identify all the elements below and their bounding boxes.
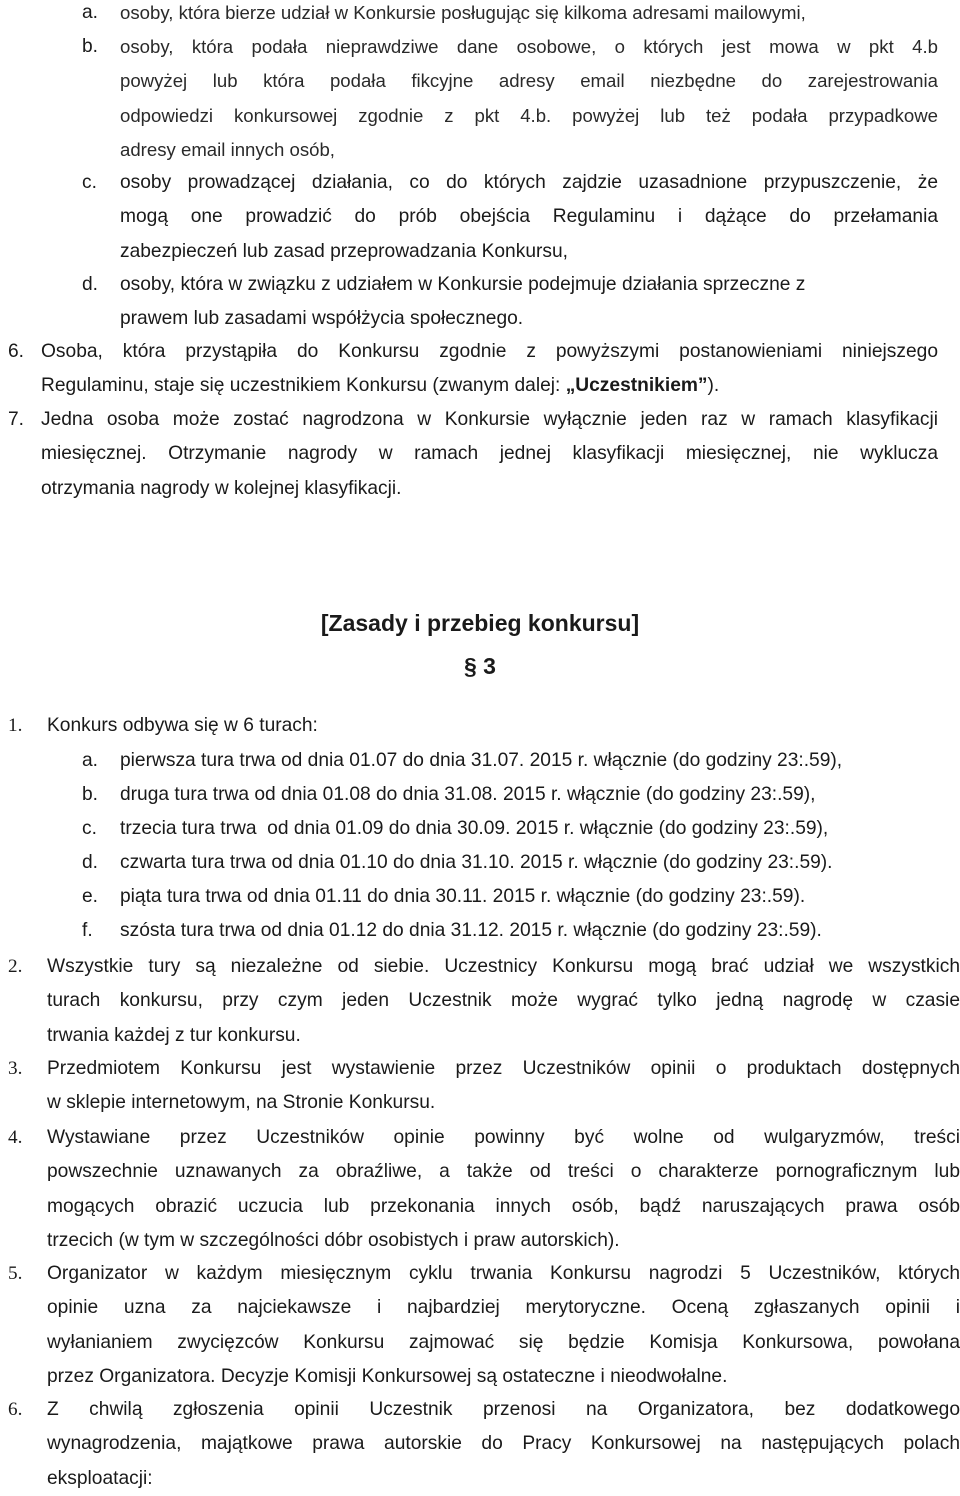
main-label: 3. (8, 1058, 23, 1079)
list-text: osoby prowadzącej działania, co do których zajdzie uzasadnione przypuszczenie, że mogą one prowadzić do prób obejścia Regulaminu i dążące do przełamania zabezpieczeń lub zasad przeprowadzania Konkursu, (120, 172, 938, 262)
list-text: osoby, która podała nieprawdziwe dane osobowe, o których jest mowa w pkt 4.b powyżej lub która podała fikcyjne adresy email niezbędne do zarejestrowania odpowiedzi konkursowej zgodnie z pkt 4.b. powyżej lub też podała przypadkowe adresy email innych osób, (120, 36, 938, 161)
list-text: osoby, która bierze udział w Konkursie posługując się kilkoma adresami mailowymi, (120, 2, 806, 23)
paragraph-number: § 3 (464, 653, 496, 679)
main-text: Konkurs odbywa się w 6 turach: (47, 715, 318, 736)
main-label: 6. (8, 1399, 23, 1420)
document-page: a. osoby, która bierze udział w Konkursie posługując się kilkoma adresami mailowymi, b. osoby, która podała nieprawdziwe dane osobowe, o których jest mowa w pkt 4.b powyżej lub która podała fikcyjne adresy email niezbędne do zarejestrowania odpowiedzi konkursowej zgodnie z pkt 4.b. powyżej lub też podała przypadkowe adresy email innych osób, c. osoby prowadzącej działania, co do których zajdzie uzasadnione przypuszczenie, że mogą one prowadzić do prób obejścia Regulaminu i dążące do przełamania zabezpieczeń lub zasad przeprowadzania Konkursu, d. osoby, która w związku z udziałem w Konkursie podejmuje działania sprzeczne z prawem lub zasadami współżycia społecznego. 6. Osoba, która przystąpiła do Konkursu zgodnie z powyższymi postanowieniami niniejszego Regulaminu, staje się uczestnikiem Konkursu (zwanym dalej: „Uczestnikiem”). 7. Jedna osoba może zostać nagrodzona w Konkursie wyłącznie jeden raz w ramach klasyfikacji miesięcznej. Otrzymanie nagrody w ramach jednej klasyfikacji miesięcznej, nie wyklucza otrzymania nagrody w kolejnej klasyfikacji. [Zasady i przebieg konkursu] § 3 1. Konkurs odbywa się w 6 turach: a. pierwsza tura trwa od dnia 01.07 do dnia 31.07. 2015 r. włącznie (do godziny 23:.59), b. druga tura trwa od dnia 01.08 do dnia 31.08. 2015 r. włącznie (do godziny 23:.59), c. trzecia tura trwa od dnia 01.09 do dnia 30.09. 2015 r. włącznie (do godziny 23:.59), d. czwarta tura trwa od dnia 01.10 do dnia 31.10. 2015 r. włącznie (do godziny 23:.59). e. piąta tura trwa od dnia 01.11 do dnia 30.11. 2015 r. włącznie (do godziny 23:.59). f. szósta tura trwa od dnia 01.12 do dnia 31.12. 2015 r. włącznie (do godziny 23:.59). 2. Wszystkie tury są niezależne od siebie. Uczestnicy Konkursu mogą brać udział we wszystkich turach konkursu, przy czym jeden Uczestnik może wygrać tylko jedną nagrodę w czasie trwania każdej z tur konkursu. 3. Przedmiotem Konkursu jest wystawienie przez Uczestników opinii o produktach dostępnych w sklepie internetowym, na Stronie Konkursu. 4. Wystawiane przez Uczestników opinie powinny być wolne od wulgaryzmów, treści powszechnie uznawanych za obraźliwe, a także od treści o charakterze pornograficznym lub mogących obrazić uczucia lub przekonania innych osób, bądź naruszających prawa osób trzecich (w tym w szczególności dóbr osobistych i praw autorskich). 5. Organizator w każdym miesięcznym cyklu trwania Konkursu nagrodzi 5 Uczestników, których opinie uzna za najciekawsze i najbardziej merytoryczne. Oceną zgłaszanych opinii i wyłanianiem zwycięzców Konkursu zajmować się będzie Komisja Konkursowa, powołana przez Organizatora. Decyzje Komisji Konkursowej są ostateczne i nieodwołalne. 6. Z chwilą zgłoszenia opinii Uczestnik przenosi na Organizatora, bez dodatkowego wynagrodzenia, majątkowe prawa autorskie do Pracy Konkursowej na następujących polach eksploatacji: (0, 0, 960, 1493)
main-text: Przedmiotem Konkursu jest wystawienie przez Uczestników opinii o produktach dostępnych w sklepie internetowym, na Stronie Konkursu. (47, 1058, 960, 1114)
main-label: 5. (8, 1263, 23, 1284)
list-label: d. (82, 274, 99, 295)
point-6-line-2: Regulaminu, staje się uczestnikiem Konkursu (zwanym dalej: „Uczestnikiem”). (41, 375, 720, 397)
main-text: Z chwilą zgłoszenia opinii Uczestnik przenosi na Organizatora, bez dodatkowego wynagrodzenia, majątkowe prawa autorskie do Pracy Konkursowej na następujących polach eksploatacji: (47, 1399, 960, 1489)
main-text: Wystawiane przez Uczestników opinie powinny być wolne od wulgaryzmów, treści powszechnie uznawanych za obraźliwe, a także od treści o charakterze pornograficznym lub mogących obrazić uczucia lub przekonania innych osób, bądź naruszających prawa osób trzecich (w tym w szczególności dóbr osobistych i praw autorskich). (47, 1127, 960, 1252)
section-title: [Zasady i przebieg konkursu] (320, 610, 640, 636)
point-text: Jedna osoba może zostać nagrodzona w Konkursie wyłącznie jeden raz w ramach klasyfikacji miesięcznej. Otrzymanie nagrody w ramach jednej klasyfikacji miesięcznej, nie wyklucza otrzymania nagrody w kolejnej klasyfikacji. (41, 409, 938, 499)
list-label: a. (82, 2, 99, 23)
list-label: c. (82, 172, 97, 193)
list-label: b. (82, 36, 99, 57)
point-label: 6. (8, 341, 25, 362)
point-label: 7. (8, 409, 25, 430)
main-label: 4. (8, 1127, 23, 1148)
main-text: Organizator w każdym miesięcznym cyklu trwania Konkursu nagrodzi 5 Uczestników, których opinie uzna za najciekawsze i najbardziej merytoryczne. Oceną zgłaszanych opinii i wyłanianiem zwycięzców Konkursu zajmować się będzie Komisja Konkursowa, powołana przez Organizatora. Decyzje Komisji Konkursowej są ostateczne i nieodwołalne. (47, 1263, 960, 1388)
main-label: 2. (8, 956, 23, 977)
defined-term: „Uczestnikiem” (565, 375, 708, 397)
list-text: osoby, która w związku z udziałem w Konkursie podejmuje działania sprzeczne z prawem lub zasadami współżycia społecznego. (120, 274, 806, 330)
main-label: 1. (8, 715, 23, 736)
main-text: Wszystkie tury są niezależne od siebie. Uczestnicy Konkursu mogą brać udział we wszystkich turach konkursu, przy czym jeden Uczestnik może wygrać tylko jedną nagrodę w czasie trwania każdej z tur konkursu. (47, 956, 960, 1046)
point-text: Osoba, która przystąpiła do Konkursu zgodnie z powyższymi postanowieniami niniejszego Regulaminu, staje się uczestnikiem Konkursu (zwanym dalej: „Uczestnikiem”). (41, 335, 938, 404)
